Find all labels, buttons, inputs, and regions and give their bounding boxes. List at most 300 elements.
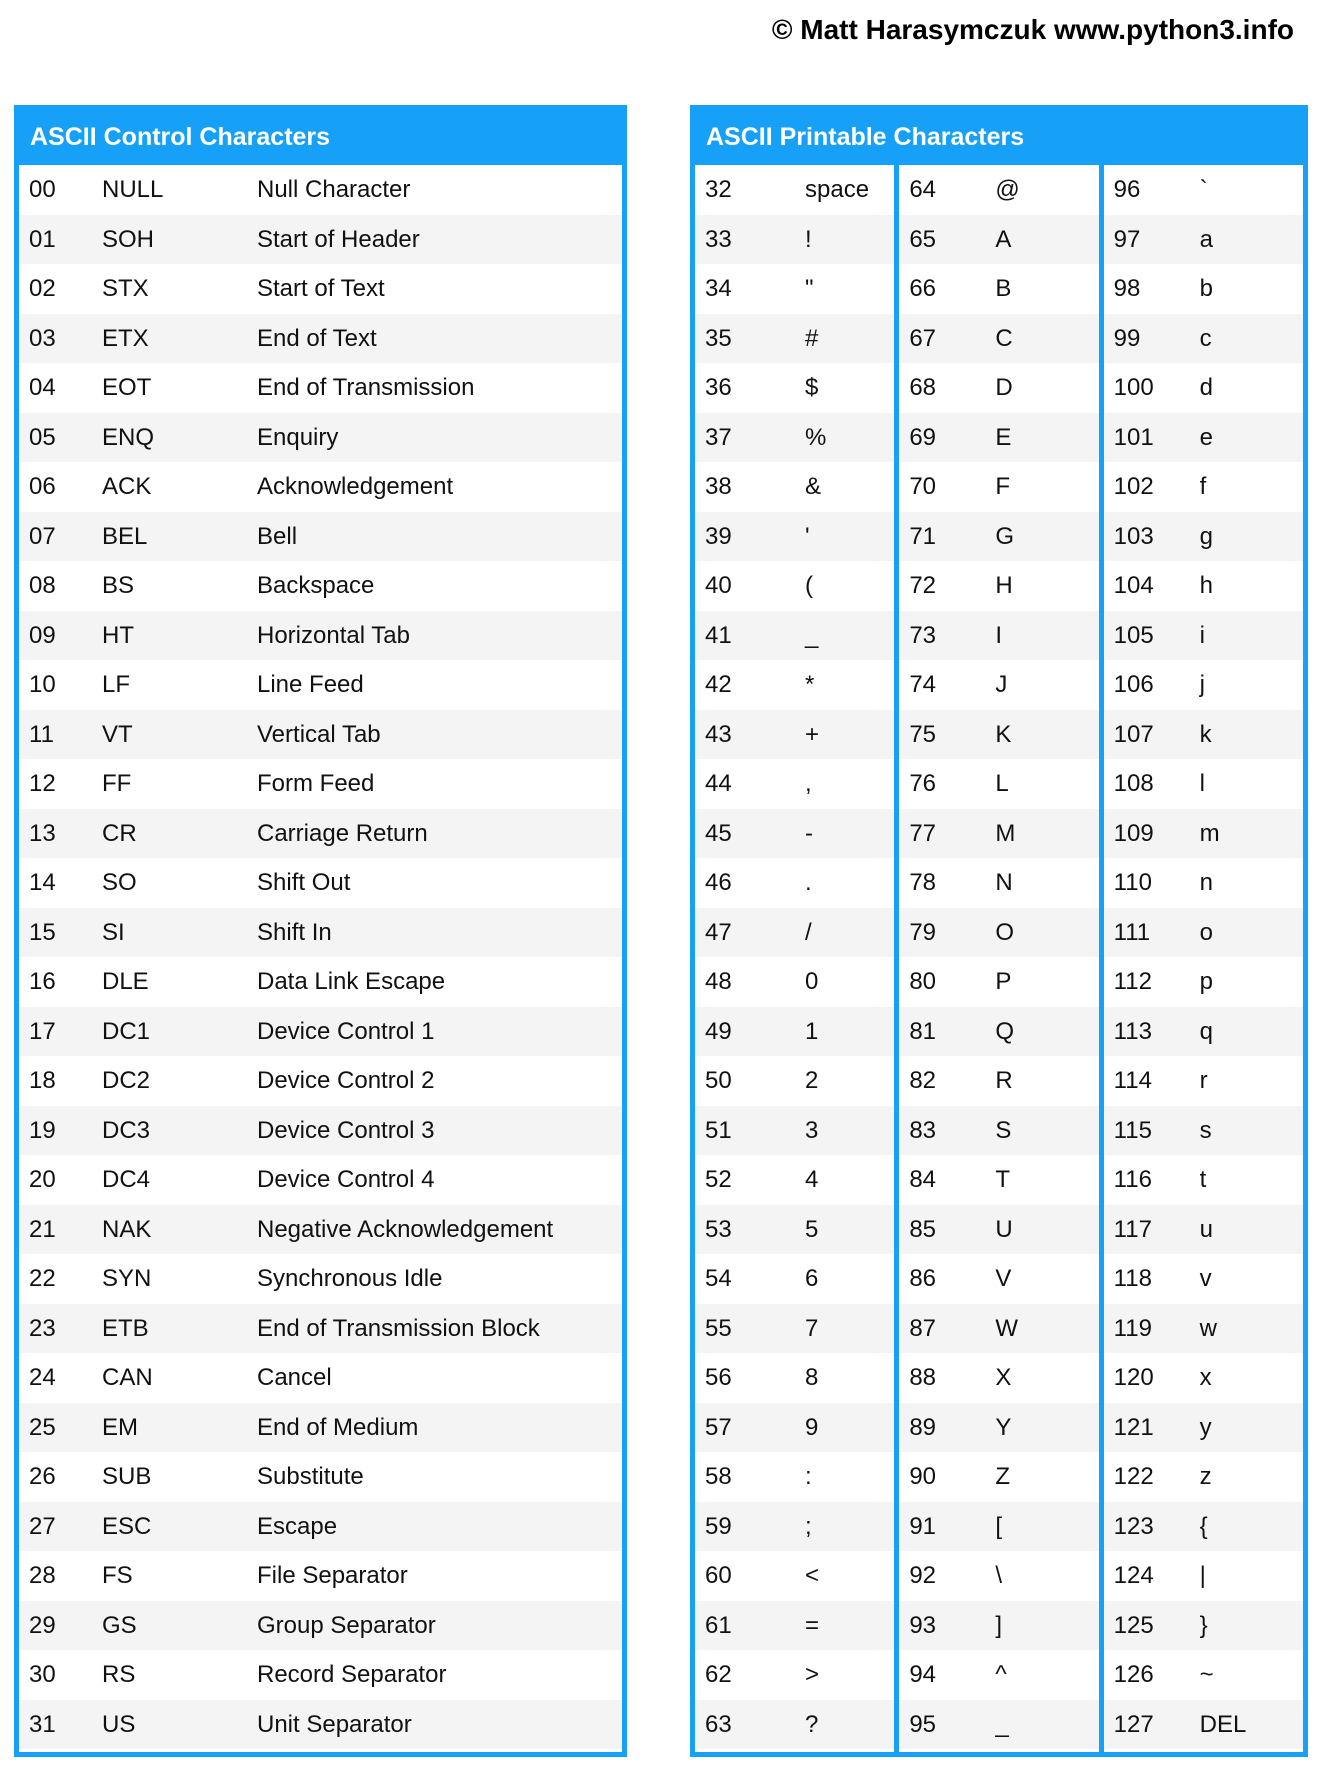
table-row <box>1104 1056 1303 1106</box>
code-cell: 61 <box>705 1611 732 1639</box>
code-cell: 46 <box>705 869 732 896</box>
code-cell: 96 <box>1113 176 1141 203</box>
character-cell: q <box>1199 1017 1214 1045</box>
character-cell: ? <box>805 1710 819 1738</box>
table-row <box>19 1452 622 1502</box>
character-cell: r <box>1199 1067 1208 1094</box>
code-cell: 17 <box>29 1017 56 1045</box>
table-row <box>1104 1205 1303 1255</box>
table-row <box>19 1551 622 1601</box>
description-cell: Negative Acknowledgement <box>257 1215 554 1243</box>
code-cell: 37 <box>705 423 732 451</box>
character-cell: a <box>1199 225 1214 253</box>
code-cell: 48 <box>705 968 732 995</box>
code-cell: 15 <box>29 918 56 946</box>
character-cell: 4 <box>805 1166 819 1193</box>
table-row <box>19 1650 622 1700</box>
code-cell: 10 <box>29 671 56 698</box>
table-row <box>695 561 894 611</box>
table-row <box>19 611 622 661</box>
code-cell: 81 <box>909 1017 937 1045</box>
table-row <box>899 1254 1098 1304</box>
character-cell: b <box>1199 275 1214 302</box>
table-row <box>695 1106 894 1156</box>
code-cell: 115 <box>1113 1116 1152 1144</box>
character-cell: @ <box>995 176 1020 203</box>
description-cell: End of Transmission <box>257 374 475 401</box>
code-cell: 38 <box>705 473 732 500</box>
abbr-cell: EM <box>102 1413 138 1441</box>
code-cell: 111 <box>1113 918 1151 946</box>
code-cell: 69 <box>909 423 937 451</box>
character-cell: E <box>995 423 1012 451</box>
table-row <box>695 1007 894 1057</box>
character-cell: s <box>1199 1116 1212 1144</box>
character-cell: z <box>1199 1463 1212 1490</box>
abbr-cell: FF <box>102 770 132 797</box>
character-cell: X <box>995 1364 1012 1391</box>
code-cell: 39 <box>705 522 732 550</box>
table-row <box>899 215 1098 265</box>
code-cell: 125 <box>1113 1611 1154 1639</box>
code-cell: 122 <box>1113 1463 1154 1490</box>
table-row <box>695 1650 894 1700</box>
character-cell: ` <box>1199 176 1208 203</box>
description-cell: Substitute <box>257 1463 364 1490</box>
character-cell: } <box>1199 1611 1208 1639</box>
code-cell: 79 <box>909 918 937 946</box>
character-cell: < <box>805 1562 820 1589</box>
character-cell: n <box>1199 869 1214 896</box>
code-cell: 68 <box>909 374 937 401</box>
table-row <box>899 413 1098 463</box>
code-cell: 49 <box>705 1017 732 1045</box>
table-row <box>1104 710 1303 760</box>
printable-column <box>899 165 1098 1752</box>
table-row <box>899 512 1098 562</box>
code-cell: 106 <box>1113 671 1154 698</box>
code-cell: 45 <box>705 819 732 847</box>
code-cell: 102 <box>1113 473 1154 500</box>
code-cell: 04 <box>29 374 56 401</box>
code-cell: 85 <box>909 1215 937 1243</box>
character-cell: ~ <box>1199 1661 1214 1688</box>
character-cell: ! <box>805 225 812 253</box>
code-cell: 56 <box>705 1364 732 1391</box>
character-cell: O <box>995 918 1014 946</box>
table-row <box>19 1304 622 1354</box>
table-row <box>899 1601 1098 1651</box>
code-cell: 97 <box>1113 225 1141 253</box>
character-cell: B <box>995 275 1012 302</box>
printable-columns <box>695 165 1303 1752</box>
character-cell: $ <box>805 374 819 401</box>
table-row <box>695 759 894 809</box>
table-row <box>899 858 1098 908</box>
character-cell: W <box>995 1314 1018 1342</box>
code-cell: 92 <box>909 1562 937 1589</box>
character-cell: DEL <box>1199 1710 1247 1738</box>
code-cell: 58 <box>705 1463 732 1490</box>
table-row <box>1104 1007 1303 1057</box>
table-row <box>19 759 622 809</box>
table-row <box>899 1304 1098 1354</box>
code-cell: 64 <box>909 176 937 203</box>
character-cell: k <box>1199 720 1212 748</box>
code-cell: 26 <box>29 1463 56 1490</box>
table-row <box>899 957 1098 1007</box>
printable-characters-table <box>690 105 1308 1757</box>
table-row <box>19 1254 622 1304</box>
abbr-cell: SO <box>102 869 137 896</box>
table-row <box>695 1205 894 1255</box>
table-row <box>695 363 894 413</box>
code-cell: 121 <box>1113 1413 1154 1441</box>
character-cell: | <box>1199 1562 1206 1589</box>
code-cell: 65 <box>909 225 937 253</box>
table-row <box>1104 363 1303 413</box>
code-cell: 67 <box>909 324 937 352</box>
code-cell: 14 <box>29 869 56 896</box>
description-cell: Vertical Tab <box>257 720 381 748</box>
code-cell: 08 <box>29 572 56 599</box>
code-cell: 20 <box>29 1166 56 1193</box>
character-cell: V <box>995 1265 1012 1292</box>
character-cell: + <box>805 720 820 748</box>
character-cell: i <box>1199 621 1205 649</box>
character-cell: 6 <box>805 1265 819 1292</box>
character-cell: ; <box>805 1512 812 1540</box>
code-cell: 22 <box>29 1265 56 1292</box>
table-row <box>899 611 1098 661</box>
table-row <box>695 462 894 512</box>
code-cell: 127 <box>1113 1710 1154 1738</box>
code-cell: 113 <box>1113 1017 1152 1045</box>
code-cell: 94 <box>909 1661 937 1688</box>
code-cell: 87 <box>909 1314 937 1342</box>
description-cell: Synchronous Idle <box>257 1265 443 1292</box>
table-row <box>695 1551 894 1601</box>
control-characters-table <box>14 105 627 1757</box>
table-row <box>695 957 894 1007</box>
code-cell: 66 <box>909 275 937 302</box>
description-cell: File Separator <box>257 1562 408 1589</box>
code-cell: 35 <box>705 324 732 352</box>
character-cell: % <box>805 423 827 451</box>
control-rows <box>19 165 622 1752</box>
code-cell: 101 <box>1113 423 1154 451</box>
description-cell: Start of Header <box>257 225 420 253</box>
character-cell: R <box>995 1067 1013 1094</box>
code-cell: 12 <box>29 770 56 797</box>
character-cell: x <box>1199 1364 1212 1391</box>
abbr-cell: SYN <box>102 1265 152 1292</box>
table-row <box>899 660 1098 710</box>
description-cell: Unit Separator <box>257 1710 412 1738</box>
code-cell: 02 <box>29 275 56 302</box>
abbr-cell: ETX <box>102 324 149 352</box>
character-cell: 3 <box>805 1116 819 1144</box>
code-cell: 90 <box>909 1463 937 1490</box>
character-cell: G <box>995 522 1014 550</box>
code-cell: 124 <box>1113 1562 1154 1589</box>
character-cell: c <box>1199 324 1212 352</box>
description-cell: Record Separator <box>257 1661 447 1688</box>
table-row <box>899 165 1098 215</box>
description-cell: Shift Out <box>257 869 351 896</box>
code-cell: 110 <box>1113 869 1152 896</box>
abbr-cell: ACK <box>102 473 152 500</box>
code-cell: 116 <box>1113 1166 1152 1193</box>
code-cell: 25 <box>29 1413 56 1441</box>
table-row <box>899 1056 1098 1106</box>
code-cell: 29 <box>29 1611 56 1639</box>
description-cell: Horizontal Tab <box>257 621 410 649</box>
table-row <box>1104 165 1303 215</box>
code-cell: 09 <box>29 621 56 649</box>
character-cell: h <box>1199 572 1214 599</box>
code-cell: 06 <box>29 473 56 500</box>
code-cell: 91 <box>909 1512 937 1540</box>
abbr-cell: CR <box>102 819 137 847</box>
abbr-cell: US <box>102 1710 136 1738</box>
abbr-cell: DC4 <box>102 1166 151 1193</box>
description-cell: End of Medium <box>257 1413 419 1441</box>
code-cell: 21 <box>29 1215 56 1243</box>
abbr-cell: DLE <box>102 968 149 995</box>
character-cell: A <box>995 225 1012 253</box>
code-cell: 126 <box>1113 1661 1154 1688</box>
description-cell: Escape <box>257 1512 338 1540</box>
table-row <box>19 1155 622 1205</box>
character-cell: T <box>995 1166 1010 1193</box>
code-cell: 32 <box>705 176 732 203</box>
abbr-cell: GS <box>102 1611 137 1639</box>
code-cell: 42 <box>705 671 732 698</box>
table-row <box>695 215 894 265</box>
table-row <box>19 363 622 413</box>
table-row <box>899 363 1098 413</box>
table-row <box>899 1106 1098 1156</box>
code-cell: 118 <box>1113 1265 1152 1292</box>
table-row <box>695 413 894 463</box>
character-cell: Z <box>995 1463 1010 1490</box>
code-cell: 18 <box>29 1067 56 1094</box>
table-row <box>1104 1502 1303 1552</box>
abbr-cell: HT <box>102 621 134 649</box>
table-row <box>695 264 894 314</box>
description-cell: Backspace <box>257 572 375 599</box>
table-row <box>899 1353 1098 1403</box>
code-cell: 01 <box>29 225 56 253</box>
character-cell: g <box>1199 522 1214 550</box>
character-cell: , <box>805 770 812 797</box>
code-cell: 95 <box>909 1710 937 1738</box>
table-row <box>19 462 622 512</box>
table-row <box>1104 809 1303 859</box>
character-cell: 1 <box>805 1017 819 1045</box>
table-row <box>19 1007 622 1057</box>
character-cell: 8 <box>805 1364 819 1391</box>
character-cell: 0 <box>805 968 819 995</box>
table-row <box>19 1700 622 1750</box>
table-row <box>899 1403 1098 1453</box>
character-cell: e <box>1199 423 1214 451</box>
table-row <box>19 908 622 958</box>
table-row <box>1104 858 1303 908</box>
code-cell: 28 <box>29 1562 56 1589</box>
character-cell: o <box>1199 918 1214 946</box>
table-row <box>1104 908 1303 958</box>
abbr-cell: LF <box>102 671 131 698</box>
table-row <box>1104 561 1303 611</box>
table-row <box>19 1205 622 1255</box>
abbr-cell: DC1 <box>102 1017 151 1045</box>
code-cell: 123 <box>1113 1512 1154 1540</box>
table-row <box>899 462 1098 512</box>
abbr-cell: STX <box>102 275 149 302</box>
table-row <box>1104 314 1303 364</box>
table-row <box>899 1502 1098 1552</box>
character-cell: _ <box>805 621 819 649</box>
code-cell: 104 <box>1113 572 1154 599</box>
table-row <box>899 809 1098 859</box>
table-row <box>695 1452 894 1502</box>
abbr-cell: CAN <box>102 1364 153 1391</box>
character-cell: Q <box>995 1017 1014 1045</box>
abbr-cell: SUB <box>102 1463 152 1490</box>
description-cell: Form Feed <box>257 770 375 797</box>
character-cell: ( <box>805 572 813 599</box>
character-cell: space <box>805 176 870 203</box>
character-cell: N <box>995 869 1013 896</box>
code-cell: 88 <box>909 1364 937 1391</box>
code-cell: 53 <box>705 1215 732 1243</box>
abbr-cell: DC3 <box>102 1116 151 1144</box>
table-row <box>695 1700 894 1750</box>
code-cell: 36 <box>705 374 732 401</box>
code-cell: 86 <box>909 1265 937 1292</box>
table-row <box>19 215 622 265</box>
abbr-cell: SOH <box>102 225 155 253</box>
table-row <box>899 1205 1098 1255</box>
character-cell: H <box>995 572 1013 599</box>
code-cell: 05 <box>29 423 56 451</box>
table-row <box>19 957 622 1007</box>
code-cell: 72 <box>909 572 937 599</box>
table-row <box>19 1353 622 1403</box>
character-cell: - <box>805 819 813 847</box>
table-row <box>695 165 894 215</box>
character-cell: \ <box>995 1562 1002 1589</box>
character-cell: P <box>995 968 1012 995</box>
character-cell: t <box>1199 1166 1207 1193</box>
table-row <box>1104 1304 1303 1354</box>
printable-table-title: ASCII Printable Characters <box>706 123 1025 151</box>
table-row <box>19 1403 622 1453</box>
abbr-cell: VT <box>102 720 133 748</box>
code-cell: 16 <box>29 968 56 995</box>
abbr-cell: DC2 <box>102 1067 151 1094</box>
code-cell: 77 <box>909 819 937 847</box>
character-cell: U <box>995 1215 1013 1243</box>
table-row <box>899 908 1098 958</box>
code-cell: 62 <box>705 1661 732 1688</box>
table-row <box>1104 1254 1303 1304</box>
code-cell: 24 <box>29 1364 56 1391</box>
table-row <box>1104 1106 1303 1156</box>
code-cell: 120 <box>1113 1364 1154 1391</box>
character-cell: F <box>995 473 1010 500</box>
printable-column <box>1104 165 1303 1752</box>
code-cell: 54 <box>705 1265 732 1292</box>
description-cell: Enquiry <box>257 423 339 451</box>
code-cell: 89 <box>909 1413 937 1441</box>
table-row <box>899 1007 1098 1057</box>
description-cell: End of Text <box>257 324 377 352</box>
table-row <box>695 1353 894 1403</box>
table-row <box>899 1452 1098 1502</box>
code-cell: 74 <box>909 671 937 698</box>
character-cell: f <box>1199 473 1207 500</box>
code-cell: 47 <box>705 918 732 946</box>
code-cell: 63 <box>705 1710 732 1738</box>
table-row <box>1104 1155 1303 1205</box>
table-row <box>19 809 622 859</box>
character-cell: j <box>1199 671 1205 698</box>
character-cell: p <box>1199 968 1214 995</box>
code-cell: 03 <box>29 324 56 352</box>
code-cell: 44 <box>705 770 732 797</box>
table-row <box>695 1304 894 1354</box>
abbr-cell: BS <box>102 572 135 599</box>
character-cell: L <box>995 770 1009 797</box>
table-row <box>899 561 1098 611</box>
code-cell: 60 <box>705 1562 732 1589</box>
code-cell: 105 <box>1113 621 1154 649</box>
character-cell: : <box>805 1463 812 1490</box>
code-cell: 41 <box>705 621 732 649</box>
character-cell: w <box>1199 1314 1217 1342</box>
character-cell: [ <box>995 1512 1002 1540</box>
code-cell: 107 <box>1113 720 1154 748</box>
table-row <box>899 1650 1098 1700</box>
control-table-title: ASCII Control Characters <box>30 123 331 151</box>
character-cell: C <box>995 324 1013 352</box>
character-cell: K <box>995 720 1012 748</box>
abbr-cell: BEL <box>102 522 148 550</box>
code-cell: 84 <box>909 1166 937 1193</box>
table-row <box>695 809 894 859</box>
abbr-cell: SI <box>102 918 125 946</box>
code-cell: 50 <box>705 1067 732 1094</box>
code-cell: 103 <box>1113 522 1154 550</box>
table-row <box>19 660 622 710</box>
table-row <box>19 710 622 760</box>
abbr-cell: FS <box>102 1562 133 1589</box>
table-row <box>899 1155 1098 1205</box>
table-row <box>19 264 622 314</box>
description-cell: Device Control 4 <box>257 1166 435 1193</box>
table-row <box>1104 1601 1303 1651</box>
description-cell: Device Control 3 <box>257 1116 435 1144</box>
abbr-cell: RS <box>102 1661 136 1688</box>
code-cell: 27 <box>29 1512 56 1540</box>
table-row <box>899 264 1098 314</box>
code-cell: 11 <box>29 720 54 748</box>
character-cell: " <box>805 275 814 302</box>
table-row <box>19 858 622 908</box>
